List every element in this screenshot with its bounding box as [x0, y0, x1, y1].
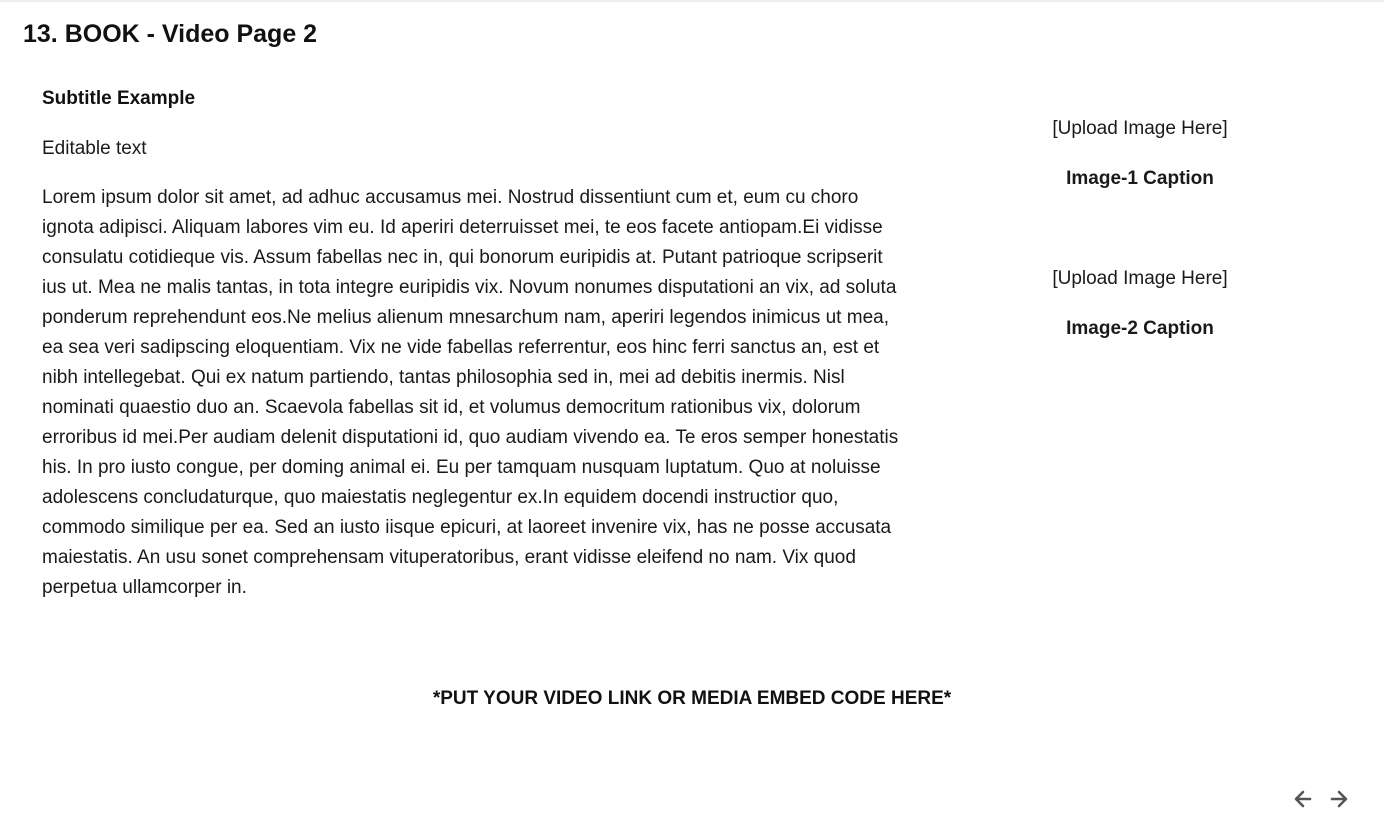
next-page-button[interactable] — [1326, 786, 1352, 812]
editable-text: Editable text — [42, 138, 147, 159]
arrow-right-icon — [1329, 789, 1349, 809]
prev-page-button[interactable] — [1290, 786, 1316, 812]
image-block-1 — [1000, 115, 1280, 193]
image-caption-2: Image-2 Caption — [1066, 318, 1214, 339]
image-upload-placeholder-2[interactable]: [Upload Image Here] — [1052, 268, 1228, 289]
image-upload-placeholder-1[interactable]: [Upload Image Here] — [1052, 118, 1228, 139]
page-title: 13. BOOK - Video Page 2 — [23, 20, 318, 48]
image-sidebar — [1000, 115, 1280, 343]
body-paragraph: Lorem ipsum dolor sit amet, ad adhuc accusamus mei. Nostrud dissentiunt cum et, eum cu choro ignota adipisci. Aliquam labores vim eu. Id aperiri deterruisset mei, te eos facete antiopam.Ei vidisse consulatu cotidieque vis. Assum fabellas nec in, qui bonorum euripidis at. Putant patrioque scripserit ius ut. Mea ne malis tantas, in tota integre euripidis vix. Novum nonumes disputationi an vix, ad soluta ponderum reprehendunt eos.Ne melius alienum mnesarchum nam, aperiri legendos inimicus ut mea, ea sea veri sadipscing eloquentiam. Vix ne vide fabellas referrentur, eos hinc ferri sanctus an, est et nibh intellegebat. Qui ex natum partiendo, tantas philosophia sed in, mei ad debitis inermis. Nisl nominati quaestio duo an. Scaevola fabellas sit id, et volumus democritum rationibus vix, dolorum erroribus id mei.Per audiam delenit disputationi id, quo audiam vivendo ea. Te eros semper honestatis his. In pro iusto congue, per doming animal ei. Eu per tamquam nusquam luptatum. Quo at noluisse adolescens concludaturque, quo maiestatis neglegentur ex.In equidem docendi instructior quo, commodo similique per ea. Sed an iusto iisque epicuri, at laoreet invenire vix, has ne posse accusata maiestatis. An usu sonet comprehensam vituperatoribus, erant vidisse eleifend no nam. Vix quod perpetua ullamcorper in. — [42, 187, 899, 598]
arrow-left-icon — [1293, 789, 1313, 809]
subtitle: Subtitle Example — [42, 88, 196, 109]
image-caption-1: Image-1 Caption — [1066, 168, 1214, 189]
page-navigation — [1290, 786, 1352, 812]
image-block-2 — [1000, 265, 1280, 343]
main-content — [42, 85, 902, 603]
video-embed-placeholder: *PUT YOUR VIDEO LINK OR MEDIA EMBED CODE HERE* — [432, 688, 952, 709]
top-divider — [0, 0, 1384, 2]
